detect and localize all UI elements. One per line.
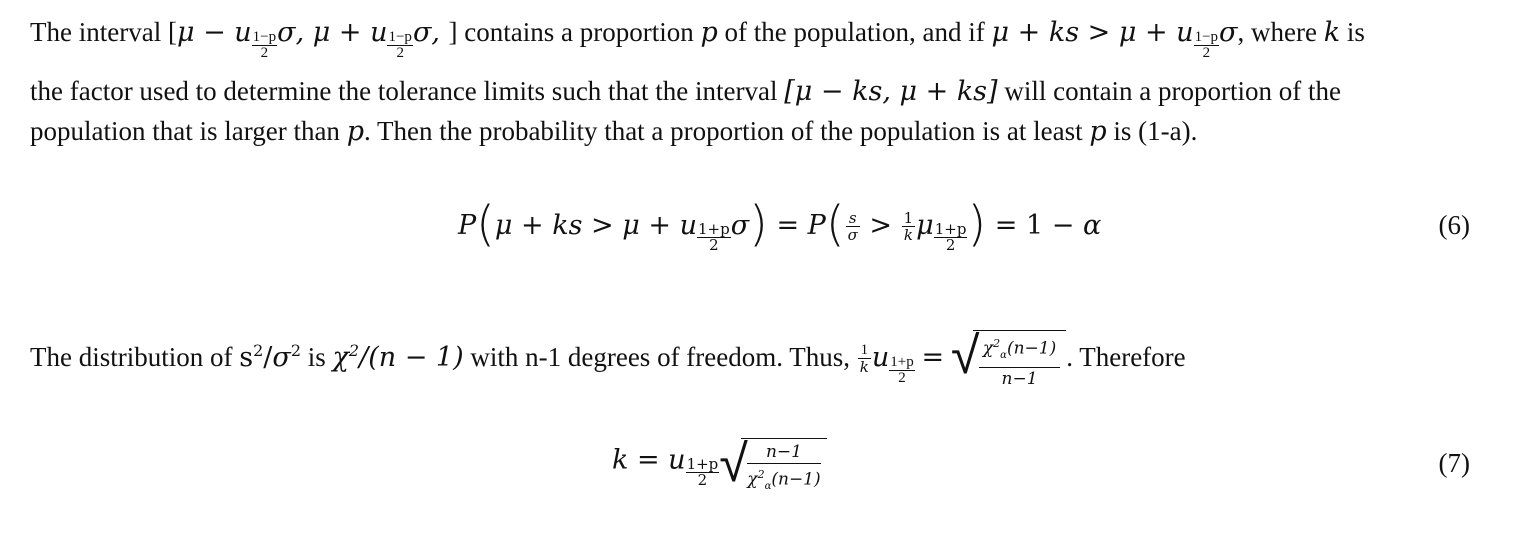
text-segment: is (1-a). bbox=[1113, 116, 1198, 146]
math-sigma: σ, μ + u bbox=[277, 17, 388, 48]
equation-7-number: (7) bbox=[1438, 448, 1470, 478]
text-segment: with n-1 degrees of freedom. Thus, bbox=[470, 342, 851, 373]
text-segment: , where bbox=[1237, 17, 1317, 47]
text-segment: The interval [ bbox=[30, 17, 177, 47]
math-inequality: μ + ks > μ + u bbox=[991, 17, 1194, 48]
text-segment: is bbox=[307, 342, 326, 373]
text-segment: population that is larger than bbox=[30, 116, 340, 146]
math-p: p bbox=[700, 17, 718, 48]
math-chi2: $\chi^2/(n - 1)$ bbox=[332, 341, 464, 374]
paragraph2-line: The distribution of $s^2/\sigma^2$ is $\chi^2/(n - 1)$ with n-1 degrees of freedom. Thus, $\frac{1}{k}$ u $\frac{1+p}{2}$ = √ $\frac{\chi^2_\alpha(n-1)}{n-1}$ . Therefore bbox=[30, 330, 1494, 392]
equation-6-number: (6) bbox=[1438, 210, 1470, 240]
math-k: k bbox=[1323, 17, 1341, 48]
text-segment: . Therefore bbox=[1066, 342, 1186, 373]
math-sigma: σ, bbox=[412, 17, 449, 48]
text-segment: ] contains a proportion bbox=[448, 17, 694, 47]
paragraph1-line1 bbox=[30, 15, 1494, 61]
math-p: p bbox=[1089, 116, 1107, 147]
paragraph1-line3 bbox=[30, 114, 1494, 149]
text-segment: is bbox=[1346, 17, 1365, 47]
math-sigma: σ bbox=[1219, 17, 1238, 48]
text-segment: the factor used to determine the tolerance limits such that the interval bbox=[30, 76, 778, 106]
equation-7: k = u $\frac{1+p}{2}$ √ $\frac{n-1}{\chi^2_\alpha(n-1)}$ bbox=[612, 438, 827, 498]
subscript-fraction: $\frac{1-p}{2}$ bbox=[252, 29, 277, 61]
text-segment: . Then the probability that a proportion of the population is at least bbox=[363, 116, 1083, 146]
math-interval-lower: μ − u bbox=[176, 17, 252, 48]
paragraph1-line2 bbox=[30, 74, 1494, 109]
text-segment: of the population, and if bbox=[724, 17, 985, 47]
text-segment: will contain a proportion of the bbox=[1004, 76, 1341, 106]
equation-6: P(μ + ks > μ + u $\frac{1+p}{2}$ σ) = P( $\frac{s}{\sigma}$ > $\frac{1}{k}$ μ $\frac{1+p}{2}$ ) = 1 − α bbox=[458, 196, 1102, 254]
subscript-fraction: $\frac{1-p}{2}$ bbox=[1194, 29, 1219, 61]
subscript-fraction: $\frac{1-p}{2}$ bbox=[388, 29, 412, 61]
math-p: p bbox=[346, 116, 364, 147]
math-interval-ks: [μ − ks, μ + ks] bbox=[784, 76, 998, 107]
sqrt-expression: √ $\frac{\chi^2_\alpha(n-1)}{n-1}$ bbox=[951, 330, 1066, 392]
math-s2-over-sigma2: $s^2/\sigma^2$ bbox=[239, 341, 302, 374]
text-segment: The distribution of bbox=[30, 342, 233, 373]
